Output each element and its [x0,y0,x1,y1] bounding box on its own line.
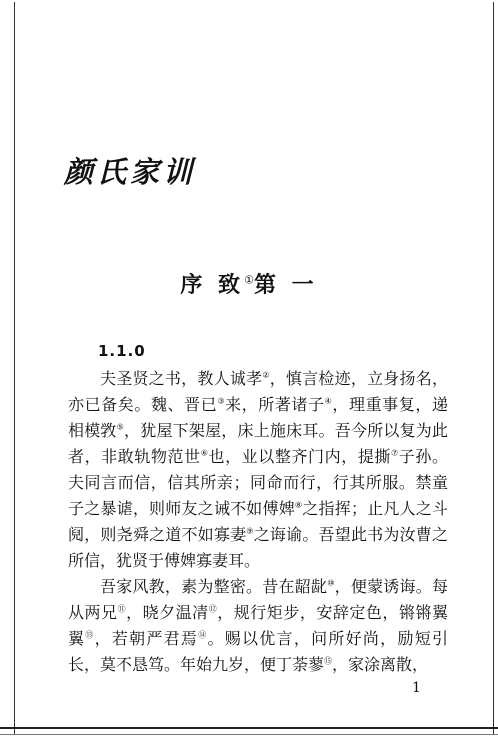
text-run: 也，业以整齐门内，提撕 [208,447,392,466]
text-run: 吾家风教，素为整密。昔在龆龀 [100,577,328,596]
footnote-marker: ② [262,370,270,380]
body-text [68,366,448,678]
page-number: 1 [412,680,421,696]
text-run: ，家涂离散， [332,655,429,674]
text-run: ，晓夕温凊 [126,603,209,622]
chapter-footnote-marker: ① [244,273,254,287]
section-number: 1.1.0 [98,342,146,360]
text-run: ，理重事复，递相模敩 [68,395,448,440]
text-run: ，犹屋下架屋，床上施床耳。吾今所以复为此者，非敢轨物范世 [68,421,448,466]
text-run: ，规行矩步，安辞定色，锵锵翼翼 [68,603,448,648]
text-run: 之指挥；止凡人之斗阋，则尧舜之道不如寡妻 [68,499,448,544]
chapter-title-part-a: 序 致 [180,272,245,298]
footnote-marker: ⑬ [85,630,95,640]
footnote-marker: ⑦ [391,448,399,458]
footnote-marker: ⑩ [327,578,335,588]
text-run: 来，所著诸子 [225,395,325,414]
text-run: ，便蒙诱诲。每从两兄 [68,577,448,622]
paragraph [68,366,448,574]
footnote-marker: ⑧ [294,500,303,510]
footnote-marker: ⑤ [116,422,125,432]
footnote-marker: ④ [324,396,333,406]
footnote-marker: ⑨ [246,526,254,536]
text-run: 子孙。夫同言而信，信其所亲；同命而行，行其所服。禁童子之暴谑，则师友之诫不如傅婢 [68,447,448,518]
bottom-rule [0,727,498,729]
footnote-marker: ⑥ [200,448,209,458]
paragraph [68,574,448,678]
footnote-marker: ⑪ [117,604,127,614]
text-run: ，若朝严君焉 [94,629,199,648]
text-run: 夫圣贤之书，教人诚孝 [100,369,263,388]
text-run: ，慎言检迹，立身扬名，亦已备矣。魏、晋已 [68,369,448,414]
footnote-marker: ⑮ [324,656,333,666]
text-run: 。赐以优言，问所好尚，励短引长，莫不恳笃。年始九岁，便丁荼蓼 [68,629,448,674]
footnote-marker: ⑭ [198,630,208,640]
footnote-marker: ⑫ [208,604,218,614]
bottom-rule-thin [0,734,498,735]
chapter-title [0,268,498,299]
book-title: 颜氏家训 [64,155,197,189]
text-run: 之诲谕。吾望此书为汝曹之所信，犹贤于傅婢寡妻耳。 [68,525,448,570]
chapter-title-part-b: 第 一 [253,272,318,298]
footnote-marker: ③ [217,396,226,406]
